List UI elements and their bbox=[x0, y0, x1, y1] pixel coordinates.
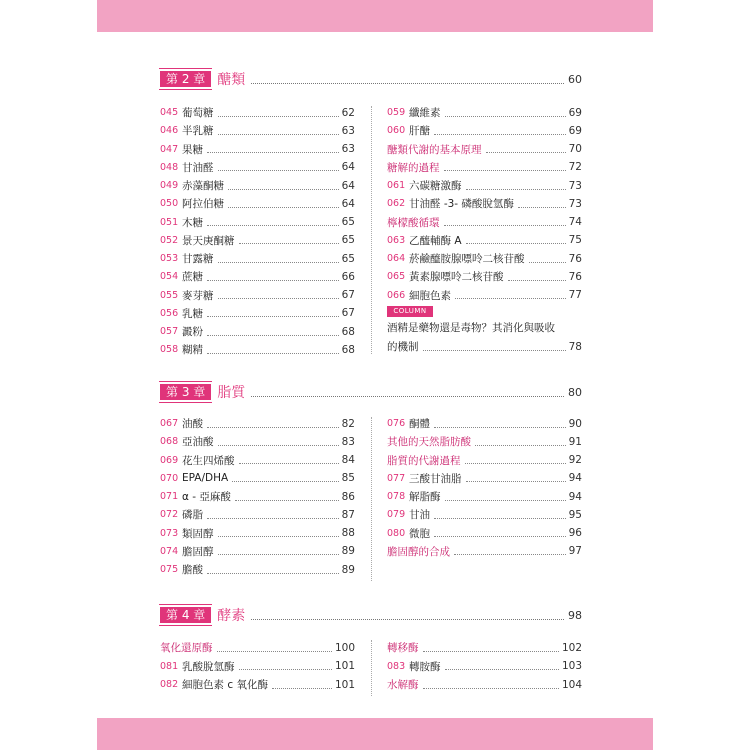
toc-number: 082 bbox=[160, 679, 179, 690]
toc-page: 67 bbox=[341, 289, 355, 301]
leader-dots bbox=[207, 218, 339, 226]
toc-page: 92 bbox=[568, 454, 582, 466]
toc-entry[interactable] bbox=[160, 178, 355, 193]
toc-page: 76 bbox=[568, 252, 582, 265]
leader-dots bbox=[434, 420, 566, 428]
toc-number: 054 bbox=[160, 271, 179, 283]
toc-number: 081 bbox=[160, 660, 179, 672]
toc-entry[interactable] bbox=[387, 215, 582, 230]
toc-title: 景天庚酮糖 bbox=[182, 234, 235, 247]
toc-page: 63 bbox=[341, 124, 355, 137]
toc-number: 048 bbox=[160, 161, 179, 173]
toc-page: 76 bbox=[568, 270, 582, 283]
toc-entry[interactable] bbox=[160, 526, 355, 541]
toc-title: 肝醣 bbox=[409, 125, 430, 138]
toc-entry[interactable] bbox=[387, 251, 582, 266]
toc-number: 059 bbox=[387, 107, 406, 118]
toc-page: 91 bbox=[568, 435, 582, 448]
leader-dots bbox=[218, 255, 339, 263]
toc-title: 黃素腺嘌呤二核苷酸 bbox=[409, 271, 504, 284]
toc-number: 069 bbox=[160, 454, 179, 466]
leader-dots bbox=[218, 529, 339, 537]
toc-page: 72 bbox=[568, 161, 582, 174]
toc-page: 100 bbox=[334, 641, 355, 654]
toc-entry[interactable] bbox=[387, 489, 582, 504]
toc-title: 三酸甘油脂 bbox=[409, 472, 462, 485]
toc-entry[interactable] bbox=[387, 453, 582, 468]
toc-number: 079 bbox=[387, 509, 406, 521]
toc-page: 64 bbox=[341, 161, 355, 174]
toc-title: 蔗糖 bbox=[182, 271, 203, 284]
toc-title: 乙醯輔酶 A bbox=[409, 234, 462, 247]
toc-entry[interactable] bbox=[387, 640, 582, 655]
leader-dots bbox=[207, 328, 339, 336]
leader-dots bbox=[445, 109, 566, 117]
toc-title: 乳糖 bbox=[182, 307, 203, 320]
toc-entry[interactable] bbox=[160, 160, 355, 175]
toc-entry[interactable] bbox=[387, 507, 582, 522]
leader-dots bbox=[207, 309, 339, 317]
toc-title: 六碳糖激酶 bbox=[409, 180, 462, 192]
toc-page: 82 bbox=[341, 417, 355, 430]
toc-entry[interactable] bbox=[160, 233, 355, 248]
toc-title: 醣類代謝的基本原理 bbox=[387, 143, 482, 156]
toc-number: 076 bbox=[387, 418, 406, 429]
leader-dots bbox=[218, 109, 339, 117]
toc-title: 半乳糖 bbox=[182, 125, 214, 138]
toc-page: 89 bbox=[341, 563, 355, 576]
toc-page: 75 bbox=[568, 234, 582, 247]
leader-dots bbox=[217, 644, 332, 652]
leader-dots bbox=[235, 493, 339, 501]
chapter-page: 80 bbox=[568, 385, 582, 399]
toc-page: 73 bbox=[568, 179, 582, 192]
toc-page: 69 bbox=[568, 124, 582, 137]
toc-number: 065 bbox=[387, 271, 406, 283]
toc-number: 045 bbox=[160, 107, 179, 118]
toc-title: 細胞色素 c 氧化酶 bbox=[182, 679, 268, 691]
leader-dots bbox=[251, 387, 564, 397]
toc-entry[interactable] bbox=[160, 677, 355, 692]
toc-number: 075 bbox=[160, 564, 179, 575]
toc-page: 65 bbox=[341, 216, 355, 228]
toc-entry[interactable] bbox=[160, 306, 355, 321]
toc-page: 83 bbox=[341, 435, 355, 448]
toc-entry[interactable] bbox=[387, 196, 582, 211]
toc-number: 074 bbox=[160, 545, 179, 557]
chapter-3-header[interactable] bbox=[160, 383, 582, 401]
leader-dots bbox=[251, 610, 564, 620]
toc-page: 103 bbox=[561, 660, 582, 672]
toc-title: 甘油醛 -3- 磷酸脫氫酶 bbox=[409, 198, 514, 211]
leader-dots bbox=[207, 273, 339, 281]
toc-title: 赤藻酮糖 bbox=[182, 180, 224, 192]
toc-title: 花生四烯酸 bbox=[182, 454, 235, 467]
toc-title: 葡萄糖 bbox=[182, 107, 214, 119]
toc-entry[interactable] bbox=[387, 544, 582, 559]
toc-page: 102 bbox=[561, 641, 582, 654]
leader-dots bbox=[232, 474, 338, 482]
toc-page: 86 bbox=[341, 490, 355, 503]
toc-number: 066 bbox=[387, 289, 406, 301]
toc-page: 89 bbox=[341, 545, 355, 558]
leader-dots bbox=[239, 456, 339, 464]
toc-page: 65 bbox=[341, 252, 355, 265]
toc-entry[interactable] bbox=[387, 178, 582, 193]
chapter-4-header[interactable] bbox=[160, 606, 582, 624]
top-pink-band bbox=[97, 0, 653, 32]
toc-page: 78 bbox=[568, 340, 582, 353]
toc-entry[interactable] bbox=[387, 123, 582, 138]
toc-title: EPA/DHA bbox=[182, 472, 229, 485]
toc-entry[interactable] bbox=[160, 324, 355, 339]
toc-entry[interactable] bbox=[387, 105, 582, 120]
leader-dots bbox=[218, 438, 339, 446]
leader-dots bbox=[218, 127, 339, 135]
toc-title: 阿拉伯糖 bbox=[182, 198, 224, 211]
toc-title: 糊精 bbox=[182, 344, 203, 357]
toc-title: 水解酶 bbox=[387, 679, 419, 691]
toc-title: 澱粉 bbox=[182, 326, 203, 338]
leader-dots bbox=[529, 255, 566, 263]
leader-dots bbox=[423, 681, 559, 689]
toc-number: 073 bbox=[160, 527, 179, 539]
toc-entry[interactable] bbox=[387, 233, 582, 248]
leader-dots bbox=[444, 218, 566, 226]
leader-dots bbox=[466, 474, 566, 482]
toc-title: 轉胺酶 bbox=[409, 660, 441, 673]
toc-number: 052 bbox=[160, 234, 179, 246]
toc-entry[interactable] bbox=[160, 251, 355, 266]
leader-dots bbox=[518, 200, 566, 208]
leader-dots bbox=[455, 291, 566, 299]
toc-entry[interactable] bbox=[387, 142, 582, 157]
toc-title: 檸檬酸循環 bbox=[387, 216, 440, 229]
chapter-badge: 第 2 章 bbox=[160, 71, 211, 87]
leader-dots bbox=[475, 438, 566, 446]
chapter-title: 酵素 bbox=[217, 608, 246, 624]
toc-entry[interactable] bbox=[387, 434, 582, 449]
toc-number: 051 bbox=[160, 216, 179, 228]
toc-title: 轉移酶 bbox=[387, 642, 419, 654]
toc-title: 細胞色素 bbox=[409, 289, 451, 302]
leader-dots bbox=[445, 493, 566, 501]
toc-title: 氧化還原酶 bbox=[160, 642, 213, 654]
toc-entry[interactable] bbox=[387, 677, 582, 692]
toc-number: 060 bbox=[387, 125, 406, 137]
toc-title: 油酸 bbox=[182, 418, 203, 430]
toc-title: 微胞 bbox=[409, 527, 430, 540]
toc-page: 62 bbox=[341, 106, 355, 119]
toc-entry[interactable] bbox=[387, 526, 582, 541]
toc-entry[interactable] bbox=[160, 342, 355, 357]
toc-number: 080 bbox=[387, 527, 406, 539]
toc-title: 酮體 bbox=[409, 418, 430, 430]
leader-dots bbox=[239, 236, 339, 244]
leader-dots bbox=[434, 511, 566, 519]
leader-dots bbox=[207, 346, 339, 354]
toc-page: 95 bbox=[568, 508, 582, 521]
toc-entry[interactable] bbox=[160, 416, 355, 431]
toc-page: 96 bbox=[568, 527, 582, 539]
leader-dots bbox=[445, 662, 559, 670]
toc-title: 甘露糖 bbox=[182, 253, 214, 265]
toc-title: 果糖 bbox=[182, 143, 203, 156]
leader-dots bbox=[228, 182, 339, 190]
toc-entry[interactable] bbox=[160, 489, 355, 504]
toc-number: 046 bbox=[160, 125, 179, 137]
toc-page: 104 bbox=[561, 678, 582, 691]
toc-page: 97 bbox=[568, 545, 582, 558]
toc-number: 058 bbox=[160, 344, 179, 356]
leader-dots bbox=[454, 547, 566, 555]
column-entry-line1[interactable]: 酒精是藥物還是毒物？其消化與吸收 bbox=[387, 322, 555, 334]
toc-page: 94 bbox=[568, 472, 582, 485]
toc-entry[interactable] bbox=[387, 160, 582, 175]
leader-dots bbox=[251, 74, 564, 84]
toc-title: 乳酸脫氫酶 bbox=[182, 660, 235, 673]
toc-number: 070 bbox=[160, 472, 179, 484]
toc-entry[interactable] bbox=[160, 105, 355, 120]
toc-number: 050 bbox=[160, 198, 179, 210]
toc-entry[interactable] bbox=[160, 269, 355, 284]
toc-page: 64 bbox=[341, 179, 355, 192]
toc-page: 67 bbox=[341, 307, 355, 320]
toc-title: 的機制 bbox=[387, 341, 419, 353]
toc-page: 90 bbox=[568, 417, 582, 430]
toc-entry[interactable] bbox=[160, 507, 355, 522]
toc-title: 木糖 bbox=[182, 216, 203, 229]
toc-page: 63 bbox=[341, 143, 355, 155]
toc-page: 87 bbox=[341, 508, 355, 521]
toc-number: 083 bbox=[387, 660, 406, 672]
toc-number: 061 bbox=[387, 180, 406, 191]
chapter-page: 60 bbox=[568, 72, 582, 86]
leader-dots bbox=[272, 681, 332, 689]
chapter-badge: 第 4 章 bbox=[160, 607, 211, 623]
toc-entry[interactable] bbox=[387, 288, 582, 303]
toc-page: 68 bbox=[341, 343, 355, 356]
toc-entry[interactable] bbox=[160, 142, 355, 157]
toc-number: 068 bbox=[160, 436, 179, 448]
toc-entry[interactable] bbox=[160, 640, 355, 655]
toc-page: 77 bbox=[568, 289, 582, 301]
leader-dots bbox=[207, 420, 339, 428]
toc-number: 077 bbox=[387, 472, 406, 484]
toc-page: 85 bbox=[341, 472, 355, 485]
toc-page: 70 bbox=[568, 143, 582, 155]
leader-dots bbox=[218, 163, 339, 171]
toc-number: 078 bbox=[387, 491, 406, 502]
toc-page: 88 bbox=[341, 527, 355, 539]
toc-number: 072 bbox=[160, 509, 179, 521]
toc-number: 053 bbox=[160, 253, 179, 264]
column-divider bbox=[371, 417, 372, 581]
toc-number: 064 bbox=[387, 253, 406, 264]
toc-page: 101 bbox=[334, 660, 355, 672]
leader-dots bbox=[423, 343, 566, 351]
toc-entry[interactable] bbox=[160, 544, 355, 559]
toc-number: 071 bbox=[160, 491, 179, 502]
toc-title: 菸鹼醯胺腺嘌呤二核苷酸 bbox=[409, 253, 525, 265]
column-divider bbox=[371, 106, 372, 354]
leader-dots bbox=[218, 291, 339, 299]
toc-entry[interactable] bbox=[160, 123, 355, 138]
toc-title: 糖解的過程 bbox=[387, 161, 440, 174]
leader-dots bbox=[207, 145, 339, 153]
column-divider bbox=[371, 640, 372, 696]
leader-dots bbox=[423, 644, 559, 652]
leader-dots bbox=[466, 182, 566, 190]
chapter-badge: 第 3 章 bbox=[160, 384, 211, 400]
toc-page: 94 bbox=[568, 490, 582, 503]
toc-number: 056 bbox=[160, 307, 179, 319]
toc-title: 磷脂 bbox=[182, 509, 203, 522]
toc-entry[interactable] bbox=[160, 471, 355, 486]
toc-title: 甘油醛 bbox=[182, 161, 214, 174]
toc-title: 類固醇 bbox=[182, 527, 214, 540]
toc-title: 麥芽糖 bbox=[182, 289, 214, 302]
toc-entry[interactable] bbox=[160, 562, 355, 577]
toc-page: 73 bbox=[568, 197, 582, 210]
bottom-pink-band bbox=[97, 718, 653, 750]
toc-title: 膽固醇的合成 bbox=[387, 545, 450, 558]
column-tag: COLUMN bbox=[387, 306, 433, 317]
toc-entry[interactable] bbox=[160, 288, 355, 303]
toc-number: 055 bbox=[160, 289, 179, 301]
chapter-2-header[interactable] bbox=[160, 70, 582, 88]
toc-entry[interactable] bbox=[160, 453, 355, 468]
leader-dots bbox=[228, 200, 339, 208]
toc-title: α - 亞麻酸 bbox=[182, 491, 231, 503]
toc-page: 65 bbox=[341, 234, 355, 247]
leader-dots bbox=[444, 163, 566, 171]
toc-entry[interactable] bbox=[160, 659, 355, 674]
leader-dots bbox=[486, 145, 566, 153]
toc-page: 84 bbox=[341, 454, 355, 466]
toc-page: 69 bbox=[568, 106, 582, 119]
toc-title: 膽固醇 bbox=[182, 545, 214, 558]
toc-entry[interactable] bbox=[160, 434, 355, 449]
toc-number: 049 bbox=[160, 180, 179, 191]
toc-number: 062 bbox=[387, 198, 406, 210]
toc-entry[interactable] bbox=[160, 196, 355, 211]
toc-entry[interactable] bbox=[160, 215, 355, 230]
leader-dots bbox=[465, 456, 566, 464]
toc-title: 膽酸 bbox=[182, 564, 203, 576]
toc-title: 解脂酶 bbox=[409, 491, 441, 503]
leader-dots bbox=[434, 529, 566, 537]
leader-dots bbox=[239, 662, 332, 670]
toc-number: 063 bbox=[387, 234, 406, 246]
leader-dots bbox=[508, 273, 566, 281]
toc-entry[interactable] bbox=[387, 659, 582, 674]
toc-number: 067 bbox=[160, 418, 179, 429]
toc-title: 其他的天然脂肪酸 bbox=[387, 436, 471, 449]
toc-entry[interactable] bbox=[387, 269, 582, 284]
chapter-title: 醣類 bbox=[217, 72, 246, 88]
toc-page: 74 bbox=[568, 216, 582, 228]
toc-title: 亞油酸 bbox=[182, 436, 214, 449]
toc-page: 68 bbox=[341, 325, 355, 338]
leader-dots bbox=[466, 236, 566, 244]
leader-dots bbox=[207, 511, 339, 519]
leader-dots bbox=[434, 127, 566, 135]
toc-entry[interactable] bbox=[387, 416, 582, 431]
toc-title: 脂質的代謝過程 bbox=[387, 454, 461, 467]
toc-page: 66 bbox=[341, 270, 355, 283]
toc-number: 057 bbox=[160, 326, 179, 337]
toc-title: 甘油 bbox=[409, 509, 430, 522]
toc-number: 047 bbox=[160, 143, 179, 155]
chapter-title: 脂質 bbox=[217, 385, 246, 401]
leader-dots bbox=[218, 547, 339, 555]
column-entry-line2[interactable] bbox=[387, 339, 582, 354]
chapter-page: 98 bbox=[568, 608, 582, 622]
toc-entry[interactable] bbox=[387, 471, 582, 486]
toc-title: 纖維素 bbox=[409, 107, 441, 119]
leader-dots bbox=[207, 566, 339, 574]
toc-page: 101 bbox=[334, 678, 355, 691]
toc-page: 64 bbox=[341, 197, 355, 210]
